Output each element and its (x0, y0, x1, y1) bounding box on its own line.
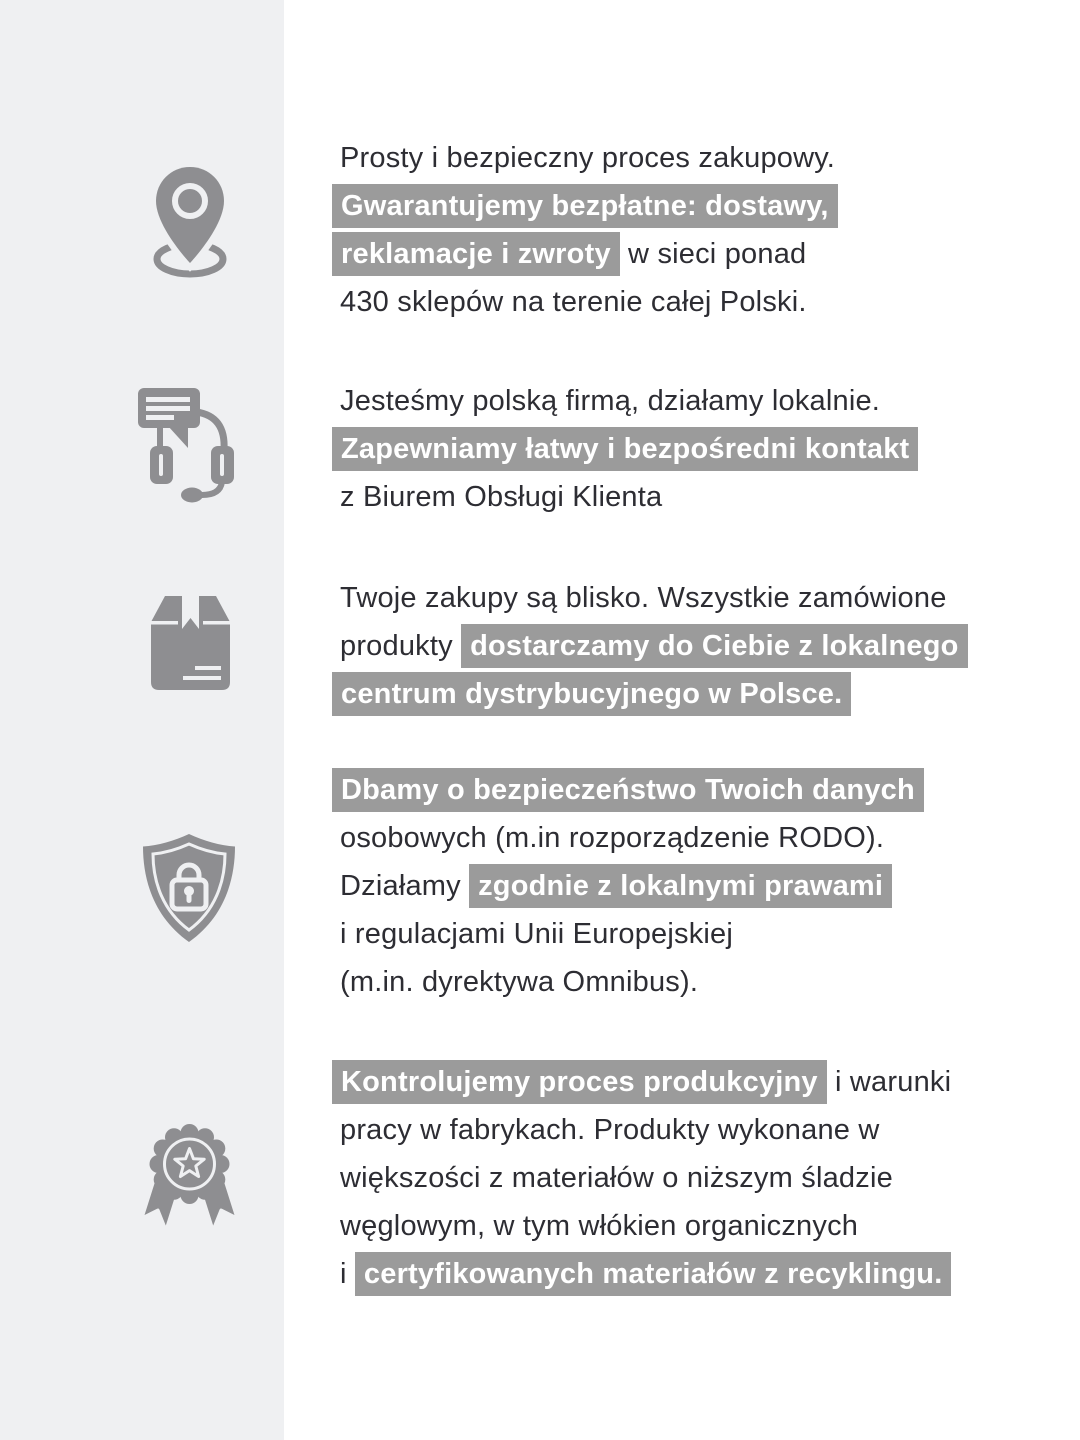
text-run: Twoje zakupy są blisko. Wszystkie zamówione (340, 582, 947, 614)
headset-chat-icon (130, 382, 245, 504)
text-run: i regulacjami Unii Europejskiej (340, 918, 734, 950)
highlighted-text: dostarczamy do Ciebie z lokalnego (461, 624, 967, 668)
highlighted-text: zgodnie z lokalnymi prawami (469, 864, 892, 908)
text-line (332, 910, 1072, 958)
text-line (332, 278, 1072, 326)
text-line (332, 862, 1072, 910)
highlighted-text: certyfikowanych materiałów z recyklingu. (355, 1252, 952, 1296)
text-line (332, 182, 1072, 230)
text-line (332, 1106, 1072, 1154)
benefit-section-contact (332, 377, 1072, 521)
text-line (332, 377, 1072, 425)
text-run: Działamy (340, 870, 470, 902)
text-line (332, 1250, 1072, 1298)
text-line (332, 958, 1072, 1006)
package-icon (143, 588, 238, 696)
benefit-section-local-delivery (332, 574, 1072, 718)
text-line (332, 425, 1072, 473)
text-run: produkty (340, 630, 462, 662)
text-run: i warunki (826, 1066, 952, 1098)
text-line (332, 622, 1072, 670)
text-line (332, 230, 1072, 278)
text-run: pracy w fabrykach. Produkty wykonane w (340, 1114, 880, 1146)
shield-lock-icon (132, 830, 246, 948)
highlighted-text: Gwarantujemy bezpłatne: dostawy, (332, 184, 838, 228)
highlighted-text: Zapewniamy łatwy i bezpośredni kontakt (332, 427, 918, 471)
text-line (332, 1154, 1072, 1202)
highlighted-text: centrum dystrybucyjnego w Polsce. (332, 672, 851, 716)
text-line (332, 1058, 1072, 1106)
text-run: w sieci ponad (619, 238, 807, 270)
text-line (332, 670, 1072, 718)
text-line (332, 473, 1072, 521)
text-run: węglowym, w tym włókien organicznych (340, 1210, 859, 1242)
location-pin-icon (140, 165, 240, 280)
text-run: Jesteśmy polską firmą, działamy lokalnie. (340, 385, 881, 417)
highlighted-text: reklamacje i zwroty (332, 232, 620, 276)
text-run: (m.in. dyrektywa Omnibus). (340, 966, 699, 998)
benefit-section-delivery (332, 134, 1072, 326)
highlighted-text: Dbamy o bezpieczeństwo Twoich danych (332, 768, 924, 812)
text-line (332, 1202, 1072, 1250)
award-badge-icon (132, 1118, 247, 1244)
text-line (332, 814, 1072, 862)
highlighted-text: Kontrolujemy proces produkcyjny (332, 1060, 827, 1104)
text-run: osobowych (m.in rozporządzenie RODO). (340, 822, 885, 854)
text-run: i (340, 1258, 355, 1290)
benefit-section-production (332, 1058, 1072, 1298)
text-line (332, 574, 1072, 622)
text-run: Prosty i bezpieczny proces zakupowy. (340, 142, 836, 174)
text-line (332, 134, 1072, 182)
text-run: z Biurem Obsługi Klienta (340, 481, 663, 513)
text-run: większości z materiałów o niższym śladzie (340, 1162, 893, 1194)
benefit-section-data-security (332, 766, 1072, 1006)
text-line (332, 766, 1072, 814)
text-run: 430 sklepów na terenie całej Polski. (340, 286, 807, 318)
